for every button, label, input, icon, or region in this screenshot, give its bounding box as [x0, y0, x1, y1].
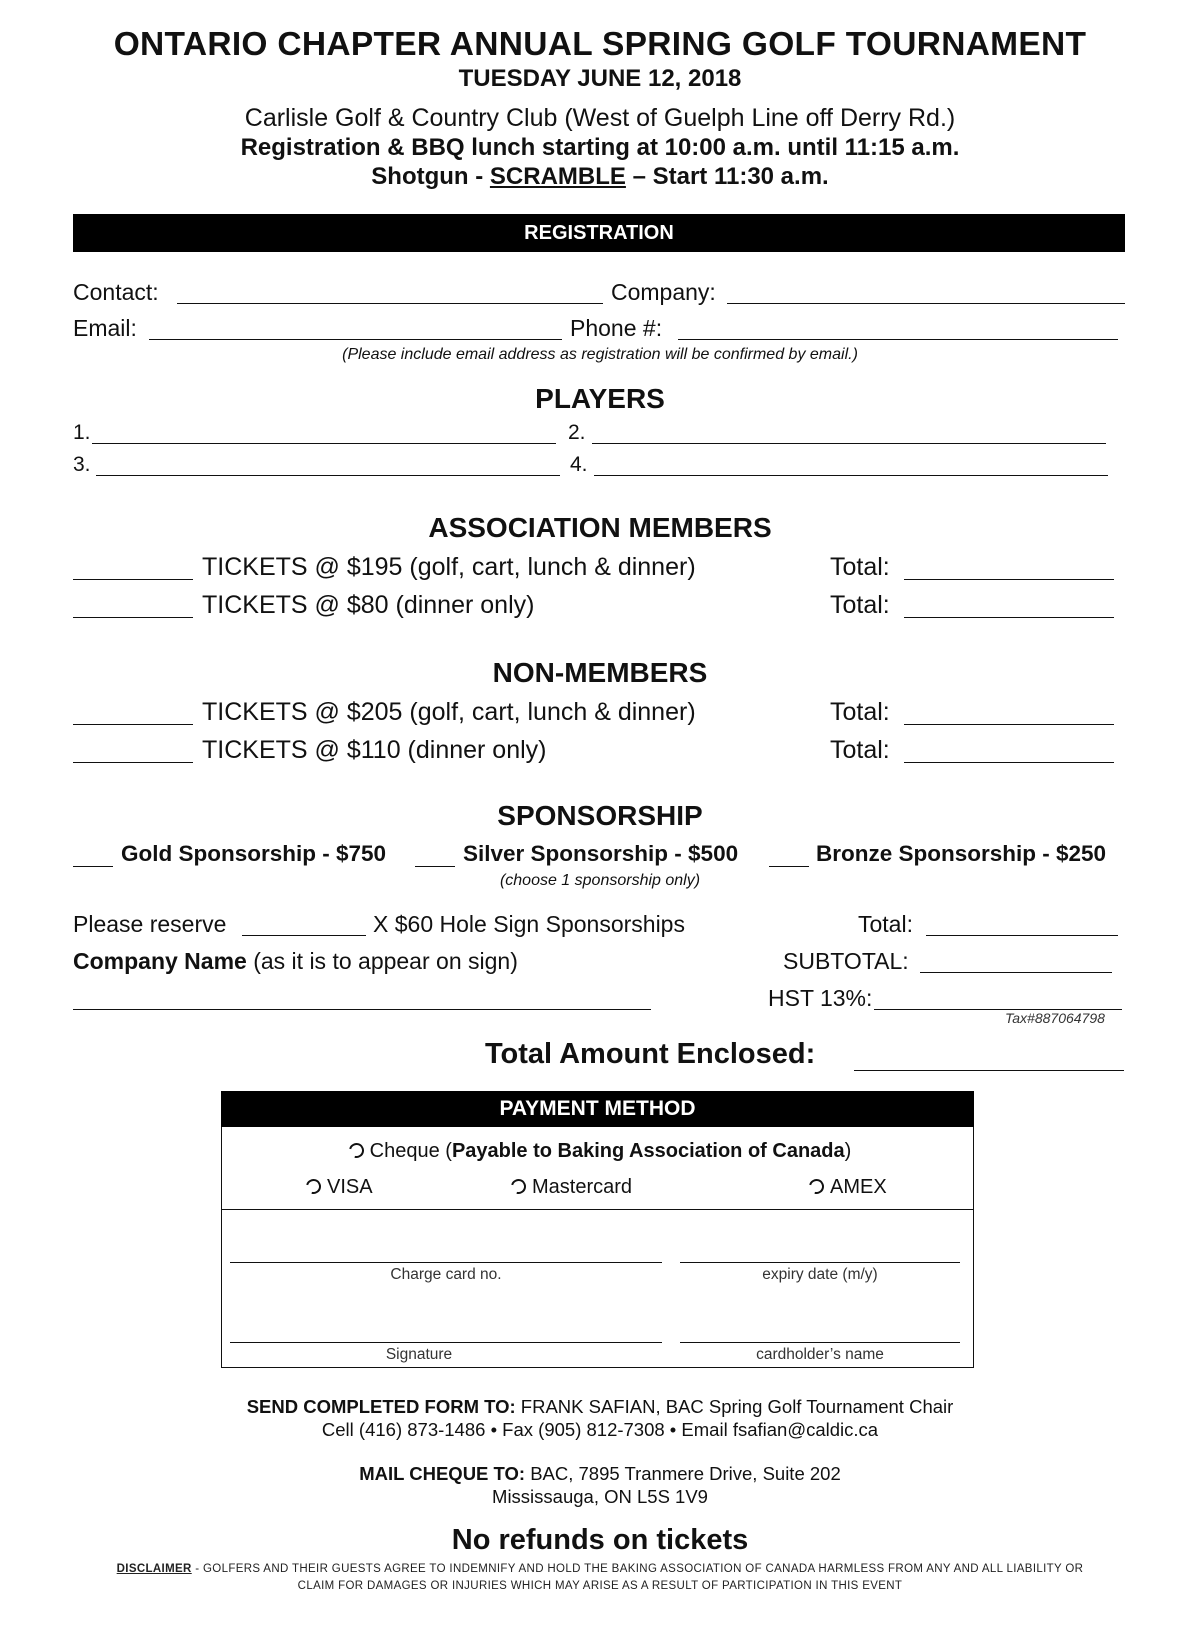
- send-form-line: [0, 1396, 1200, 1418]
- nonmember-dinner-qty-field[interactable]: [73, 762, 193, 763]
- amex-label: AMEX: [830, 1176, 887, 1198]
- contact-numbers-line: Cell (416) 873-1486 • Fax (905) 812-7308 • Email fsafian@caldic.ca: [321, 1419, 879, 1440]
- sponsorship-heading: SPONSORSHIP: [497, 800, 703, 831]
- send-form-label: SEND COMPLETED FORM TO:: [246, 1396, 516, 1417]
- player-1-field[interactable]: [92, 443, 556, 444]
- member-dinner-total-field[interactable]: [904, 617, 1114, 618]
- nonmember-golf-ticket-label: TICKETS @ $205 (golf, cart, lunch & dinner): [202, 698, 696, 726]
- subtotal-field[interactable]: [920, 972, 1112, 973]
- company-name-bold: Company Name: [73, 948, 247, 974]
- silver-sponsorship-label: Silver Sponsorship - $500: [463, 841, 739, 866]
- cheque-prefix: Cheque (: [369, 1140, 452, 1162]
- subtotal-label: SUBTOTAL:: [783, 948, 909, 974]
- email-field[interactable]: [149, 339, 562, 340]
- no-refunds-notice: No refunds on tickets: [451, 1524, 749, 1556]
- disclaimer-line-1: [0, 1563, 1200, 1575]
- company-name-rest: (as it is to appear on sign): [246, 948, 518, 974]
- contact-field[interactable]: [177, 303, 603, 304]
- nonmember-golf-qty-field[interactable]: [73, 724, 193, 725]
- mastercard-label: Mastercard: [532, 1176, 633, 1198]
- company-name-label: [73, 948, 518, 975]
- hole-sign-qty-field[interactable]: [242, 935, 366, 936]
- visa-radio-icon[interactable]: [303, 1176, 323, 1196]
- member-golf-qty-field[interactable]: [73, 579, 193, 580]
- reserve-prefix-label: Please reserve: [73, 911, 227, 937]
- player-4-number: 4.: [570, 453, 588, 476]
- disclaimer-label: DISCLAIMER: [116, 1563, 192, 1575]
- gold-sponsorship-label: Gold Sponsorship - $750: [121, 841, 387, 866]
- mail-city-line: Mississauga, ON L5S 1V9: [492, 1486, 708, 1507]
- player-2-field[interactable]: [592, 443, 1106, 444]
- registration-time-line: Registration & BBQ lunch starting at 10:00 a.m. until 11:15 a.m.: [240, 134, 960, 161]
- player-1-number: 1.: [73, 421, 91, 444]
- mail-cheque-line: [0, 1463, 1200, 1485]
- amex-option[interactable]: [809, 1176, 887, 1199]
- cheque-radio-icon[interactable]: [346, 1140, 366, 1160]
- cheque-payee: Payable to Baking Association of Canada: [451, 1140, 845, 1162]
- player-2-number: 2.: [568, 421, 586, 444]
- payment-method-box: [221, 1091, 974, 1368]
- form-title: ONTARIO CHAPTER ANNUAL SPRING GOLF TOURNAMENT: [113, 26, 1087, 63]
- hole-sign-total-label: Total:: [858, 911, 913, 937]
- member-golf-total-label: Total:: [830, 553, 890, 581]
- mastercard-option[interactable]: [511, 1176, 632, 1199]
- visa-label: VISA: [327, 1176, 373, 1198]
- company-name-field[interactable]: [73, 1009, 651, 1010]
- bronze-sponsorship-checkbox[interactable]: [769, 866, 809, 867]
- member-golf-total-field[interactable]: [904, 579, 1114, 580]
- send-form-recipient: FRANK SAFIAN, BAC Spring Golf Tournament Chair: [515, 1396, 954, 1417]
- player-3-field[interactable]: [96, 475, 560, 476]
- player-4-field[interactable]: [594, 475, 1108, 476]
- bronze-sponsorship-label: Bronze Sponsorship - $250: [816, 841, 1107, 866]
- mail-cheque-address: BAC, 7895 Tranmere Drive, Suite 202: [525, 1463, 841, 1484]
- nonmember-dinner-total-field[interactable]: [904, 762, 1114, 763]
- shotgun-suffix: – Start 11:30 a.m.: [625, 163, 829, 190]
- card-number-caption: Charge card no.: [390, 1266, 502, 1283]
- company-field[interactable]: [727, 303, 1125, 304]
- gold-sponsorship-checkbox[interactable]: [73, 866, 113, 867]
- registration-section-bar: REGISTRATION: [73, 214, 1125, 252]
- nonmember-dinner-ticket-label: TICKETS @ $110 (dinner only): [202, 736, 547, 764]
- phone-label: Phone #:: [570, 315, 663, 341]
- nonmember-dinner-total-label: Total:: [830, 736, 890, 764]
- hole-sign-total-field[interactable]: [926, 935, 1118, 936]
- disclaimer-line-2: CLAIM FOR DAMAGES OR INJURIES WHICH MAY ARISE AS A RESULT OF PARTICIPATION IN THIS EVENT: [297, 1580, 903, 1592]
- sponsorship-note: (choose 1 sponsorship only): [499, 872, 701, 889]
- expiry-date-field[interactable]: [680, 1262, 960, 1263]
- member-dinner-qty-field[interactable]: [73, 617, 193, 618]
- nonmember-golf-total-field[interactable]: [904, 724, 1114, 725]
- expiry-date-caption: expiry date (m/y): [762, 1266, 878, 1283]
- tax-number: Tax#887064798: [1005, 1010, 1105, 1026]
- mail-cheque-label: MAIL CHEQUE TO:: [359, 1463, 526, 1484]
- shotgun-prefix: Shotgun -: [371, 163, 490, 190]
- card-number-field[interactable]: [230, 1262, 662, 1263]
- contact-label: Contact:: [73, 279, 159, 305]
- nonmember-golf-total-label: Total:: [830, 698, 890, 726]
- event-date: TUESDAY JUNE 12, 2018: [458, 65, 742, 92]
- venue-line: Carlisle Golf & Country Club (West of Guelph Line off Derry Rd.): [244, 104, 956, 132]
- player-3-number: 3.: [73, 453, 91, 476]
- visa-option[interactable]: [306, 1176, 373, 1199]
- signature-field[interactable]: [230, 1342, 662, 1343]
- payment-divider: [221, 1209, 974, 1210]
- cardholder-name-field[interactable]: [680, 1342, 960, 1343]
- cheque-suffix: ): [844, 1140, 852, 1162]
- payment-method-bar: PAYMENT METHOD: [221, 1091, 974, 1127]
- email-label: Email:: [73, 315, 137, 341]
- cardholder-name-caption: cardholder’s name: [756, 1346, 884, 1363]
- member-golf-ticket-label: TICKETS @ $195 (golf, cart, lunch & dinner): [202, 553, 696, 581]
- cheque-option[interactable]: [0, 1140, 1200, 1163]
- players-heading: PLAYERS: [535, 383, 665, 414]
- phone-field[interactable]: [678, 339, 1118, 340]
- non-members-heading: NON-MEMBERS: [492, 657, 708, 688]
- disclaimer-text-1: - GOLFERS AND THEIR GUESTS AGREE TO INDEMNIFY AND HOLD THE BAKING ASSOCIATION OF CANADA HARMLESS FROM ANY AND ALL LIABILITY OR: [191, 1563, 1084, 1575]
- total-enclosed-label: Total Amount Enclosed:: [485, 1038, 816, 1070]
- mastercard-radio-icon[interactable]: [508, 1176, 528, 1196]
- total-enclosed-field[interactable]: [854, 1070, 1124, 1071]
- company-label: Company:: [611, 279, 716, 305]
- member-dinner-ticket-label: TICKETS @ $80 (dinner only): [202, 591, 535, 619]
- association-members-heading: ASSOCIATION MEMBERS: [428, 512, 772, 543]
- signature-caption: Signature: [385, 1346, 453, 1363]
- shotgun-line: [0, 163, 1200, 191]
- hst-label: HST 13%:: [768, 985, 873, 1011]
- email-note: (Please include email address as registration will be confirmed by email.): [342, 346, 858, 363]
- member-dinner-total-label: Total:: [830, 591, 890, 619]
- reserve-suffix-label: X $60 Hole Sign Sponsorships: [373, 911, 685, 937]
- shotgun-format: SCRAMBLE: [489, 163, 626, 190]
- silver-sponsorship-checkbox[interactable]: [415, 866, 455, 867]
- amex-radio-icon[interactable]: [806, 1176, 826, 1196]
